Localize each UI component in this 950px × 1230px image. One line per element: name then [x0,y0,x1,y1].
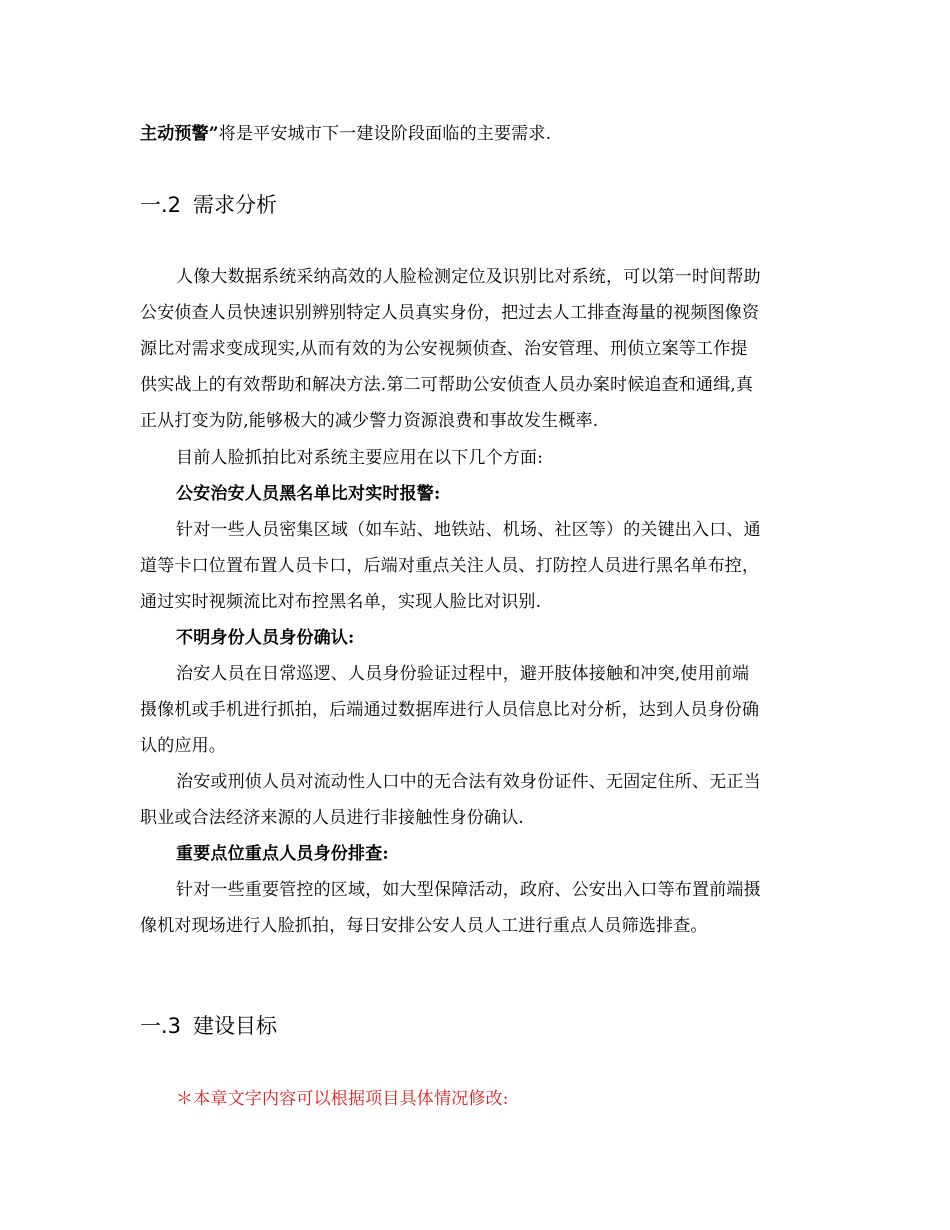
paragraph-line: 职业或合法经济来源的人员进行非接触性身份确认. [140,808,525,828]
paragraph-line: 公安侦查人员快速识别辨别特定人员真实身份，把过去人工排查海量的视频图像资 [140,303,760,323]
paragraph-line: 目前人脸抓拍比对系统主要应用在以下几个方面: [176,448,544,468]
paragraph-line: 针对一些重要管控的区域，如大型保障活动，政府、公安出入口等布置前端摄 [176,880,761,900]
subheading: 公安治安人员黑名单比对实时报警: [176,484,441,504]
section-title: 需求分析 [193,193,278,217]
paragraph-line: 供实战上的有效帮助和解决方法.第二可帮助公安侦查人员办案时候追查和通缉,真 [140,375,754,395]
intro-line [140,123,551,145]
paragraph-line: 像机对现场进行人脸抓拍，每日安排公安人员人工进行重点人员筛选排查。 [140,916,708,936]
paragraph-line: 人像大数据系统采纳高效的人脸检测定位及识别比对系统，可以第一时间帮助 [176,267,761,287]
subheading: 不明身份人员身份确认: [176,628,355,648]
paragraph-line: 认的应用。 [140,736,226,756]
paragraph-line: 源比对需求变成现实,从而有效的为公安视频侦查、治安管理、刑侦立案等工作提 [140,339,748,359]
subheading: 重要点位重点人员身份排查: [176,844,389,864]
paragraph-line: 治安人员在日常巡逻、人员身份验证过程中，避开肢体接触和冲突,使用前端 [176,664,750,684]
section-title: 建设目标 [193,1014,278,1038]
section-heading-2 [140,192,277,218]
section-number: 一.3 [140,1014,182,1038]
paragraph-line: 通过实时视频流比对布控黑名单，实现人脸比对识别. [140,592,542,612]
paragraph-line: 摄像机或手机进行抓拍，后端通过数据库进行人员信息比对分析，达到人员身份确 [140,700,760,720]
paragraph-line: 正从打变为防,能够极大的减少警力资源浪费和事故发生概率. [140,411,599,431]
paragraph-line: 治安或刑侦人员对流动性人口中的无合法有效身份证件、无固定住所、无正当 [176,772,761,792]
intro-text: 将是平安城市下一建设阶段面临的主要需求. [218,124,552,144]
intro-bold: 主动预警” [140,124,219,144]
paragraph-line: 针对一些人员密集区域（如车站、地铁站、机场、社区等）的关键出入口、通 [176,520,761,540]
paragraph-line: 道等卡口位置布置人员卡口，后端对重点关注人员、打防控人员进行黑名单布控， [140,556,760,576]
section-number: 一.2 [140,193,182,217]
edit-note: ＊本章文字内容可以根据项目具体情况修改: [176,1089,509,1109]
section-heading-3 [140,1013,277,1039]
